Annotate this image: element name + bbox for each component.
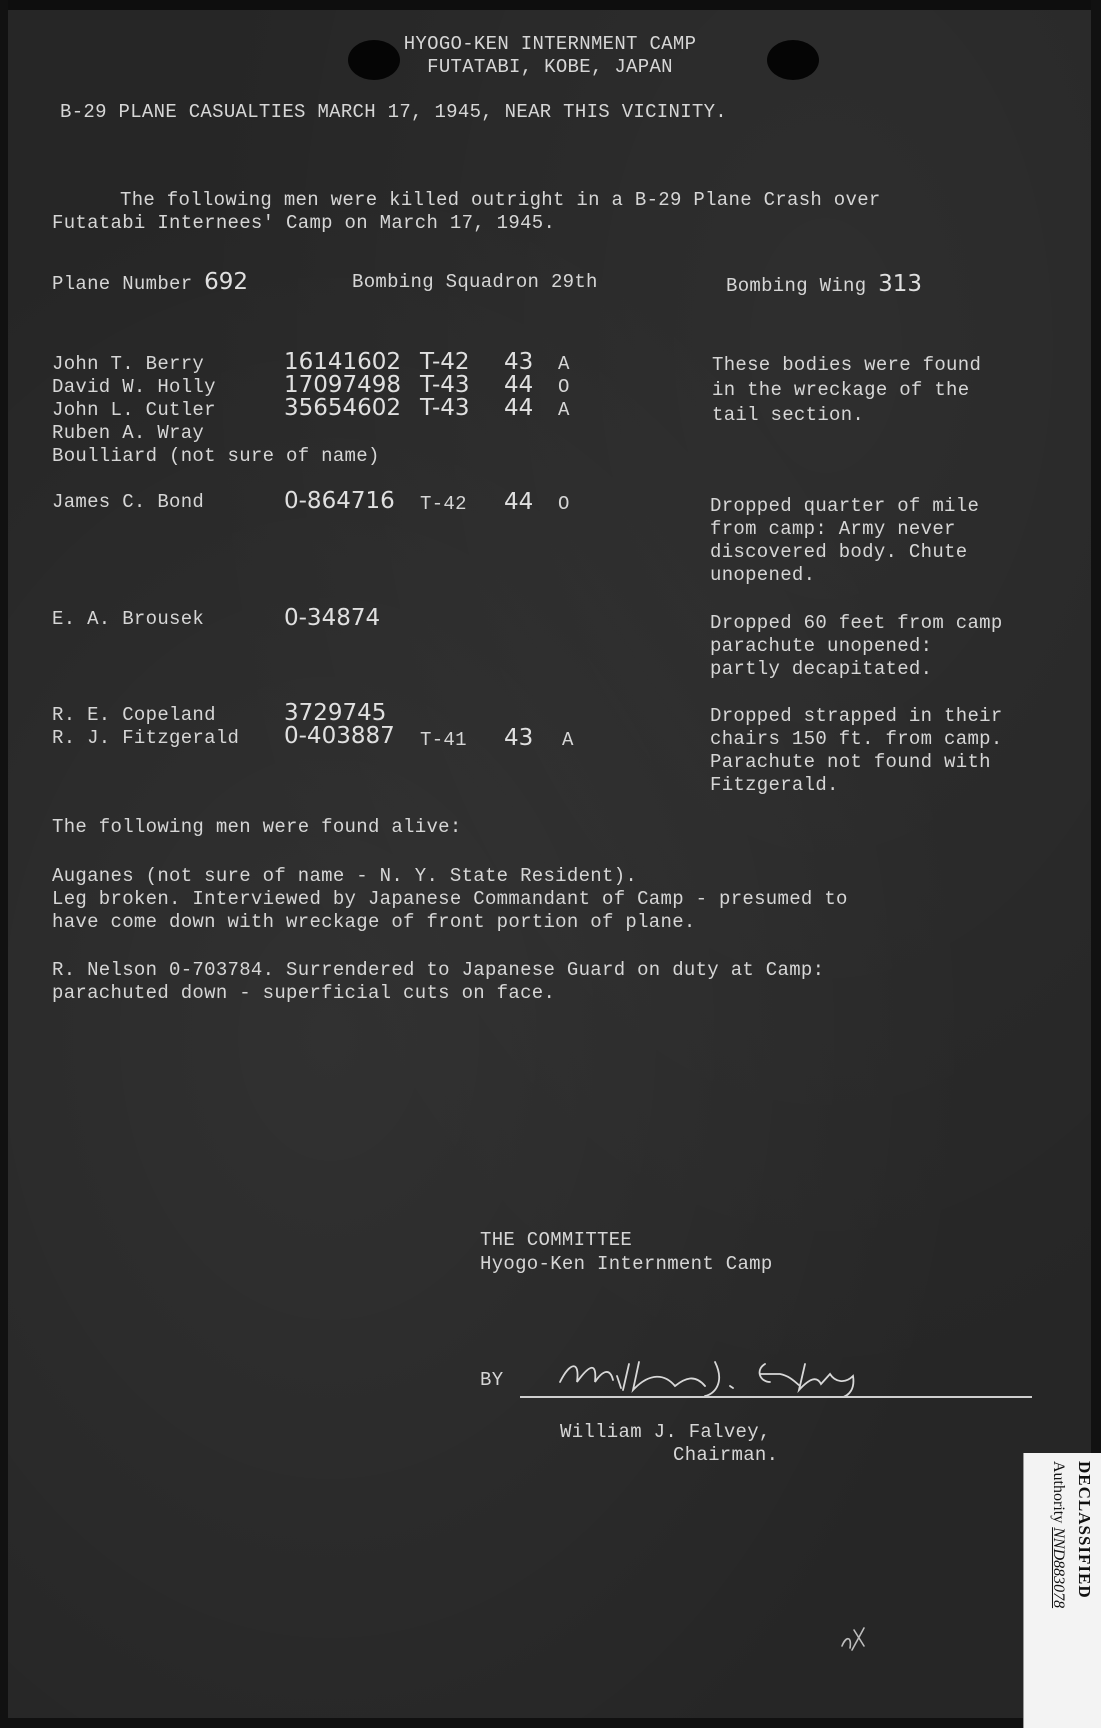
committee-line-1: THE COMMITTEE bbox=[480, 1229, 633, 1251]
group-note-line: unopened. bbox=[710, 564, 816, 586]
typed-name: William J. Falvey, bbox=[560, 1421, 771, 1443]
casualty-tag: T-42 bbox=[420, 493, 467, 515]
casualty-blood-type: A bbox=[558, 399, 570, 421]
casualty-serial: 35654602 bbox=[284, 395, 402, 421]
group-note-line: Fitzgerald. bbox=[710, 774, 839, 796]
casualty-serial: 17097498 bbox=[284, 372, 402, 398]
casualty-year: 44 bbox=[504, 395, 534, 421]
declassified-stamp bbox=[1023, 1453, 1101, 1728]
alive-entry-line: parachuted down - superficial cuts on face. bbox=[52, 982, 556, 1004]
group-note-line: Parachute not found with bbox=[710, 751, 991, 773]
alive-entry-line: Auganes (not sure of name - N. Y. State Resident). bbox=[52, 865, 638, 887]
authority-value: NND883078 bbox=[1050, 1527, 1067, 1609]
alive-entry-line: Leg broken. Interviewed by Japanese Commandant of Camp - presumed to bbox=[52, 888, 848, 910]
group-note-line: Dropped strapped in their bbox=[710, 705, 1003, 727]
casualty-blood-type: A bbox=[558, 353, 570, 375]
squadron-label: Bombing Squadron bbox=[352, 271, 540, 293]
casualty-serial: 0-864716 bbox=[284, 488, 395, 514]
casualty-year: 44 bbox=[504, 372, 534, 398]
casualty-name: Ruben A. Wray bbox=[52, 422, 205, 444]
squadron-field bbox=[352, 270, 598, 294]
header-line-2: FUTATABI, KOBE, JAPAN bbox=[427, 56, 673, 78]
intro-line-2: Futatabi Internees' Camp on March 17, 1945. bbox=[52, 212, 556, 234]
subject-line: B-29 PLANE CASUALTIES MARCH 17, 1945, NEAR THIS VICINITY. bbox=[60, 101, 728, 123]
scan-edge-top bbox=[0, 0, 1101, 10]
handwritten-signature bbox=[555, 1352, 915, 1398]
group-note-line: Dropped quarter of mile bbox=[710, 495, 980, 517]
casualty-name: R. E. Copeland bbox=[52, 704, 216, 726]
signer-title: Chairman. bbox=[673, 1444, 779, 1466]
handwritten-mark bbox=[834, 1616, 874, 1656]
alive-heading: The following men were found alive: bbox=[52, 816, 462, 838]
signature-line bbox=[520, 1396, 1032, 1398]
group-note-line: Dropped 60 feet from camp bbox=[710, 612, 1003, 634]
casualty-blood-type: O bbox=[558, 493, 570, 515]
group-note-line: in the wreckage of the bbox=[712, 379, 970, 401]
plane-number-label: Plane Number bbox=[52, 273, 193, 295]
declassified-authority bbox=[1044, 1461, 1072, 1725]
casualty-serial: 0-34874 bbox=[284, 605, 381, 631]
casualty-year: 43 bbox=[504, 725, 534, 751]
scan-edge-left bbox=[0, 0, 8, 1728]
group-note-line: discovered body. Chute bbox=[710, 541, 968, 563]
wing-value: 313 bbox=[878, 271, 923, 297]
authority-label: Authority bbox=[1050, 1461, 1067, 1524]
casualty-serial: 3729745 bbox=[284, 700, 387, 726]
casualty-name: R. J. Fitzgerald bbox=[52, 727, 240, 749]
casualty-serial: 0-403887 bbox=[284, 723, 395, 749]
casualty-name: Boulliard (not sure of name) bbox=[52, 445, 380, 467]
group-note-line: These bodies were found bbox=[712, 354, 982, 376]
plane-number-value: 692 bbox=[204, 269, 249, 295]
committee-line-2: Hyogo-Ken Internment Camp bbox=[480, 1253, 773, 1275]
group-note-line: from camp: Army never bbox=[710, 518, 956, 540]
alive-entry-line: R. Nelson 0-703784. Surrendered to Japanese Guard on duty at Camp: bbox=[52, 959, 825, 981]
by-label: BY bbox=[480, 1369, 504, 1391]
group-note-line: chairs 150 ft. from camp. bbox=[710, 728, 1003, 750]
plane-number-field bbox=[52, 270, 248, 296]
casualty-year: 44 bbox=[504, 489, 534, 515]
casualty-blood-type: O bbox=[558, 376, 570, 398]
scan-edge-bottom bbox=[0, 1718, 1101, 1728]
wing-label: Bombing Wing bbox=[726, 275, 867, 297]
casualty-tag: T-42 bbox=[420, 349, 470, 375]
casualty-name: E. A. Brousek bbox=[52, 608, 205, 630]
casualty-year: 43 bbox=[504, 349, 534, 375]
declassified-title: DECLASSIFIED bbox=[1075, 1461, 1094, 1599]
header-line-1: HYOGO-KEN INTERNMENT CAMP bbox=[403, 33, 697, 55]
casualty-blood-type: A bbox=[562, 729, 574, 751]
group-note-line: tail section. bbox=[712, 404, 865, 426]
alive-entry-line: have come down with wreckage of front portion of plane. bbox=[52, 911, 696, 933]
intro-line-1: The following men were killed outright in a B-29 Plane Crash over bbox=[120, 189, 881, 211]
casualty-tag: T-43 bbox=[420, 395, 470, 421]
declassified-stamp-text bbox=[1034, 1461, 1096, 1725]
casualty-serial: 16141602 bbox=[284, 349, 402, 375]
casualty-name: David W. Holly bbox=[52, 376, 216, 398]
group-note-line: parachute unopened: bbox=[710, 635, 933, 657]
casualty-name: James C. Bond bbox=[52, 491, 205, 513]
casualty-tag: T-43 bbox=[420, 372, 470, 398]
casualty-tag: T-41 bbox=[420, 729, 467, 751]
squadron-value: 29th bbox=[550, 271, 598, 293]
casualty-name: John L. Cutler bbox=[52, 399, 216, 421]
group-note-line: partly decapitated. bbox=[710, 658, 933, 680]
casualty-name: John T. Berry bbox=[52, 353, 205, 375]
wing-field bbox=[726, 272, 922, 298]
